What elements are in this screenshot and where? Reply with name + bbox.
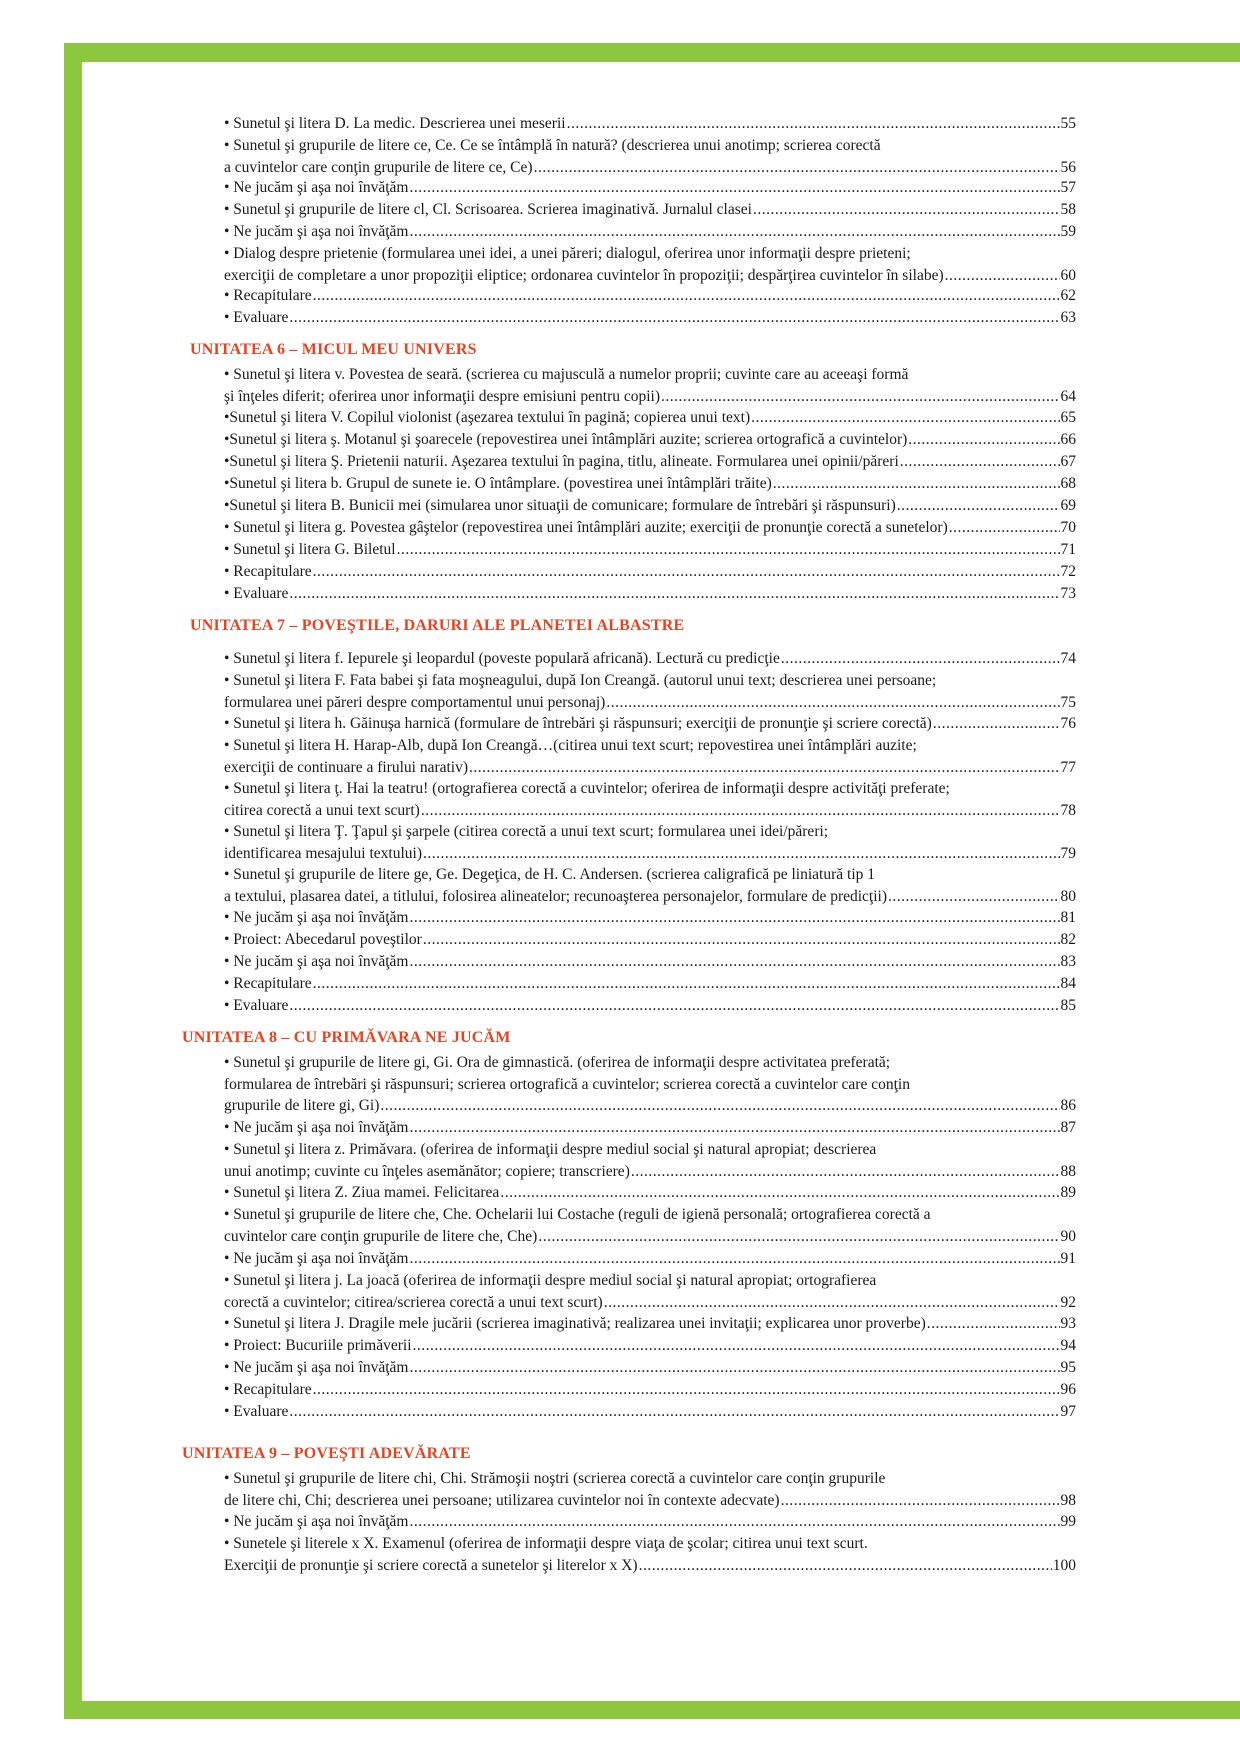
dot-leader <box>289 307 1059 329</box>
toc-entry-last-line <box>224 495 1076 517</box>
toc-entry-text-line: • Recapitulare <box>224 287 312 304</box>
toc-entry-last-line <box>224 1292 1076 1314</box>
dot-leader <box>423 929 1060 951</box>
toc-entry-last-line <box>224 386 1076 408</box>
dot-leader <box>410 177 1060 199</box>
toc-entry-last-line <box>224 843 1076 865</box>
toc-entry[interactable] <box>224 1401 1076 1423</box>
toc-entry-text-line: • Recapitulare <box>224 1381 312 1398</box>
toc-entry-text-line: • Sunetul şi grupurile de litere chi, Chi. Strămoşii noştri (scrierea corectă a cuvintelor care conţin grupurile <box>224 1470 886 1487</box>
toc-entry[interactable] <box>224 285 1076 307</box>
toc-entry-text-line: • Ne jucăm şi aşa noi învăţăm <box>224 1119 409 1136</box>
toc-entry-text-line: • Sunetul şi grupurile de litere gi, Gi. Ora de gimnastică. (oferirea de informaţii despre activitatea preferată; <box>224 1054 891 1071</box>
dot-leader <box>534 157 1060 179</box>
page-number: 73 <box>1060 585 1076 602</box>
toc-entry-text-line: • Evaluare <box>224 585 289 602</box>
toc-entry-last-line <box>224 407 1076 429</box>
toc-entry-last-line <box>224 1401 1076 1423</box>
toc-entry[interactable] <box>224 1248 1076 1270</box>
page-number: 95 <box>1060 1359 1076 1376</box>
toc-entry-text-line: • Ne jucăm şi aşa noi învăţăm <box>224 1359 409 1376</box>
toc-entry[interactable] <box>224 929 1076 951</box>
toc-entry[interactable] <box>224 995 1076 1017</box>
toc-entry-last-line <box>224 1555 1076 1577</box>
toc-entry-text-line: • Sunetul şi litera G. Biletul <box>224 541 396 558</box>
toc-entry-last-line <box>224 907 1076 929</box>
toc-entry-text-line: citirea corectă a unui text scurt) <box>224 801 420 819</box>
toc-entry-last-line <box>224 800 1076 822</box>
unit-heading: UNITATEA 9 – POVEŞTI ADEVĂRATE <box>182 1445 471 1462</box>
unit-heading: UNITATEA 8 – CU PRIMĂVARA NE JUCĂM <box>182 1029 511 1046</box>
toc-entry[interactable] <box>224 1357 1076 1379</box>
dot-leader <box>751 407 1059 429</box>
page-number: 68 <box>1060 475 1076 492</box>
toc-entry-text-line: formularea de întrebări şi răspunsuri; scrierea ortografică a cuvintelor; scrierea corectă a cuvintelor care conţin <box>224 1075 910 1093</box>
page-number: 91 <box>1060 1250 1076 1267</box>
toc-entry[interactable] <box>224 1139 1076 1182</box>
toc-entry-text-line: • Ne jucăm şi aşa noi învăţăm <box>224 179 409 196</box>
toc-entry[interactable] <box>224 583 1076 605</box>
dot-leader <box>397 539 1060 561</box>
toc-entry-last-line <box>224 199 1076 221</box>
toc-entry-text-line: •Sunetul şi litera B. Bunicii mei (simularea unor situaţii de comunicare; formulare de întrebări şi răspunsuri) <box>224 497 896 514</box>
toc-entry-text-line: • Sunetul şi litera Z. Ziua mamei. Felicitarea <box>224 1184 500 1201</box>
dot-leader <box>410 1357 1060 1379</box>
dot-leader <box>781 1490 1060 1512</box>
toc-entry[interactable] <box>224 451 1076 473</box>
page-number: 75 <box>1060 693 1076 711</box>
toc-entry[interactable] <box>224 951 1076 973</box>
page-number: 96 <box>1060 1381 1076 1398</box>
toc-entry-text-line: • Sunetul şi litera F. Fata babei şi fata moşneagului, după Ion Creangă. (autorul unui text; descrierea unei persoane; <box>224 672 937 689</box>
toc-entry-text-line: • Ne jucăm şi aşa noi învăţăm <box>224 953 409 970</box>
toc-entry-text-line: exerciţii de completare a unor propoziţii eliptice; ordonarea cuvintelor în propoziţii; despărţirea cuvintelor în silabe) <box>224 266 944 284</box>
dot-leader <box>410 1248 1060 1270</box>
toc-entry[interactable] <box>224 864 1076 907</box>
dot-leader <box>781 648 1060 670</box>
toc-entry[interactable] <box>224 221 1076 243</box>
toc-entry-last-line <box>224 1117 1076 1139</box>
toc-entry-text-line: a cuvintelor care conţin grupurile de litere ce, Ce) <box>224 158 533 176</box>
page-number: 55 <box>1060 115 1076 132</box>
page-number: 60 <box>1060 266 1076 284</box>
page-number: 99 <box>1060 1513 1076 1530</box>
toc-entry-last-line <box>224 1379 1076 1401</box>
toc-entry[interactable] <box>224 907 1076 929</box>
unit-heading: UNITATEA 6 – MICUL MEU UNIVERS <box>190 341 477 358</box>
toc-entry-text-line: unui anotimp; cuvinte cu înţeles asemănător; copiere; transcriere) <box>224 1162 630 1180</box>
toc-entry-text-line: cuvintelor care conţin grupurile de litere che, Che) <box>224 1227 538 1245</box>
toc-entry-last-line <box>224 307 1076 329</box>
page-number: 64 <box>1060 387 1076 405</box>
toc-entry-last-line <box>224 285 1076 307</box>
toc-entry[interactable] <box>224 973 1076 995</box>
page-number: 85 <box>1060 997 1076 1014</box>
dot-leader <box>421 800 1060 822</box>
dot-leader <box>410 907 1060 929</box>
toc-entry-last-line <box>224 539 1076 561</box>
dot-leader <box>900 451 1060 473</box>
toc-entry-last-line <box>224 1248 1076 1270</box>
toc-entry[interactable] <box>224 1379 1076 1401</box>
toc-entry-text-line: • Sunetul şi litera v. Povestea de seară. (scrierea cu majusculă a numelor proprii; cuvinte care au aceeaşi formă <box>224 366 909 383</box>
toc-entry-text-line: şi înţeles diferit; oferirea unor informaţii despre emisiuni pentru copii) <box>224 387 661 405</box>
toc-entry[interactable] <box>224 1533 1076 1576</box>
page-number: 69 <box>1060 497 1076 514</box>
page-number: 81 <box>1060 909 1076 926</box>
page-number: 94 <box>1060 1337 1076 1354</box>
toc-entry-text-line: • Sunetul şi litera h. Găinuşa harnică (formulare de întrebări şi răspunsuri; exerciţii de pronunţie şi scriere corectă) <box>224 715 932 732</box>
toc-entry-text-line: identificarea mesajului textului) <box>224 844 422 862</box>
toc-entry-text-line: • Evaluare <box>224 997 289 1014</box>
page-number: 98 <box>1060 1491 1076 1509</box>
page-number: 88 <box>1060 1162 1076 1180</box>
page-number: 86 <box>1060 1097 1076 1114</box>
page-number: 77 <box>1060 758 1076 776</box>
toc-entry[interactable] <box>224 778 1076 821</box>
page-number: 76 <box>1060 715 1076 732</box>
toc-entry-text-line: • Sunetul şi grupurile de litere ge, Ge. Degeţica, de H. C. Andersen. (scrierea caligrafică pe liniatură tip 1 <box>224 866 876 883</box>
dot-leader <box>289 1401 1059 1423</box>
toc-entry-text-line: • Ne jucăm şi aşa noi învăţăm <box>224 909 409 926</box>
toc-entry-text-line: de litere chi, Chi; descrierea unei persoane; utilizarea cuvintelor noi în contexte adecvate) <box>224 1491 780 1509</box>
toc-entry-last-line <box>224 1511 1076 1533</box>
toc-entry-last-line <box>224 157 1076 179</box>
toc-entry-last-line <box>224 113 1076 135</box>
toc-entry[interactable] <box>224 364 1076 407</box>
toc-entry-text-line: • Sunetul şi litera j. La joacă (oferirea de informaţii despre mediul social şi natural apropiat; ortografierea <box>224 1272 877 1289</box>
toc-entry-text-line: • Sunetul şi litera z. Primăvara. (oferirea de informaţii despre mediul social şi natural apropiat; descrierea <box>224 1141 877 1158</box>
toc-entry-text-line: • Sunetul şi litera ţ. Hai la teatru! (ortografierea corectă a cuvintelor; oferirea de informaţii despre activităţi preferate; <box>224 780 950 797</box>
toc-entry-last-line <box>224 1313 1076 1335</box>
page-number: 93 <box>1060 1315 1076 1332</box>
toc-entry-last-line <box>224 757 1076 779</box>
dot-leader <box>639 1555 1052 1577</box>
dot-leader <box>469 757 1059 779</box>
toc-entry-last-line <box>224 1095 1076 1117</box>
toc-entry[interactable] <box>224 1313 1076 1335</box>
dot-leader <box>949 517 1060 539</box>
toc-entry-text-line: • Sunetul şi litera H. Harap-Alb, după Ion Creangă…(citirea unui text scurt; repovestirea unei întâmplări auzite; <box>224 737 917 754</box>
toc-entry-last-line <box>224 713 1076 735</box>
dot-leader <box>567 113 1060 135</box>
dot-leader <box>410 951 1060 973</box>
page-number: 70 <box>1060 519 1076 536</box>
page-number: 78 <box>1060 801 1076 819</box>
toc-entry[interactable] <box>224 1335 1076 1357</box>
dot-leader <box>604 1292 1060 1314</box>
page-number: 59 <box>1060 223 1076 240</box>
toc-entry-text-line: •Sunetul şi litera V. Copilul violonist (aşezarea textului în pagină; copierea unui text) <box>224 409 751 426</box>
dot-leader <box>313 561 1060 583</box>
toc-entry-text-line: • Sunetul şi litera Ţ. Ţapul şi şarpele (citirea corectă a unui text scurt; formularea unei idei/păreri; <box>224 823 829 840</box>
dot-leader <box>313 973 1060 995</box>
dot-leader <box>410 221 1060 243</box>
dot-leader <box>606 692 1059 714</box>
toc-entry-text-line: • Sunetul şi grupurile de litere che, Che. Ochelarii lui Costache (reguli de igienă personală; ortografierea corectă a <box>224 1206 931 1223</box>
toc-entry[interactable] <box>224 429 1076 451</box>
dot-leader <box>888 886 1059 908</box>
toc-entry-last-line <box>224 177 1076 199</box>
page-number: 66 <box>1060 431 1076 448</box>
page-number: 92 <box>1060 1293 1076 1311</box>
toc-entry-text-line: • Evaluare <box>224 309 289 326</box>
toc-entry-last-line <box>224 583 1076 605</box>
toc-entry-text-line: • Proiect: Abecedarul poveştilor <box>224 931 422 948</box>
toc-entry[interactable] <box>224 821 1076 864</box>
toc-entry-text-line: • Sunetul şi litera D. La medic. Descrierea unei meserii <box>224 115 566 132</box>
unit-heading: UNITATEA 7 – POVEŞTILE, DARURI ALE PLANETEI ALBASTRE <box>190 617 685 634</box>
toc-entry-text-line: formularea unei păreri despre comportamentul unui personaj) <box>224 693 606 711</box>
dot-leader <box>410 1511 1060 1533</box>
dot-leader <box>927 1313 1060 1335</box>
dot-leader <box>410 1117 1060 1139</box>
toc-entry-text-line: exerciţii de continuare a firului narativ) <box>224 758 469 776</box>
dot-leader <box>289 583 1059 605</box>
toc-entry-text-line: • Dialog despre prietenie (formularea unei idei, a unei păreri; dialogul, oferirea unor informaţii despre prieteni; <box>224 245 911 262</box>
toc-entry[interactable] <box>224 495 1076 517</box>
toc-entry-last-line <box>224 1490 1076 1512</box>
toc-entry-last-line <box>224 451 1076 473</box>
toc-entry-text-line: • Recapitulare <box>224 975 312 992</box>
toc-entry-text-line: • Ne jucăm şi aşa noi învăţăm <box>224 1513 409 1530</box>
toc-entry-text-line: • Sunetul şi litera f. Iepurele şi leopardul (poveste populară africană). Lectură cu predicţie <box>224 650 780 667</box>
dot-leader <box>380 1095 1059 1117</box>
page-number: 58 <box>1060 201 1076 218</box>
toc-entry[interactable] <box>224 135 1076 178</box>
toc-entry-last-line <box>224 1226 1076 1248</box>
toc-entry-last-line <box>224 429 1076 451</box>
toc-entry-text-line: corectă a cuvintelor; citirea/scrierea corectă a unui text scurt) <box>224 1293 603 1311</box>
toc-entry-text-line: • Proiect: Bucuriile primăverii <box>224 1337 412 1354</box>
page-number: 83 <box>1060 953 1076 970</box>
page-number: 97 <box>1060 1403 1076 1420</box>
toc-entry[interactable] <box>224 735 1076 778</box>
page-number: 72 <box>1060 563 1076 580</box>
page-number: 79 <box>1060 844 1076 862</box>
toc-entry-last-line <box>224 221 1076 243</box>
toc-entry[interactable] <box>224 648 1076 670</box>
toc-entry-text-line: grupurile de litere gi, Gi) <box>224 1097 380 1114</box>
dot-leader <box>313 1379 1060 1401</box>
toc-entry-last-line <box>224 648 1076 670</box>
toc-entry-text-line: • Sunetul şi litera g. Povestea gâştelor (repovestirea unei întâmplări auzite; exerciţii de pronunţie corectă a sunetelor) <box>224 519 948 536</box>
toc-entry-text-line: • Sunetul şi grupurile de litere ce, Ce. Ce se întâmplă în natură? (descrierea unui anotimp; scrierea corectă <box>224 137 881 154</box>
dot-leader <box>933 713 1060 735</box>
toc-entry-text-line: • Recapitulare <box>224 563 312 580</box>
dot-leader <box>908 429 1059 451</box>
dot-leader <box>413 1335 1060 1357</box>
page-number: 89 <box>1060 1184 1076 1201</box>
toc-entry-text-line: • Sunetul şi litera J. Dragile mele jucării (scrierea imaginativă; realizarea unei invitaţii; explicarea unor proverbe) <box>224 1315 926 1332</box>
toc-entry-last-line <box>224 995 1076 1017</box>
page-number: 56 <box>1060 158 1076 176</box>
toc-entry[interactable] <box>224 177 1076 199</box>
toc-entry-text-line: a textului, plasarea datei, a titlului, folosirea alineatelor; recunoaşterea personajelor, formulare de predicţii) <box>224 887 888 905</box>
dot-leader <box>313 285 1060 307</box>
toc-entry[interactable] <box>224 307 1076 329</box>
toc-entry[interactable] <box>224 1204 1076 1247</box>
toc-entry-last-line <box>224 973 1076 995</box>
toc-entry[interactable] <box>224 670 1076 713</box>
toc-entry-text-line: •Sunetul şi litera ş. Motanul şi şoarecele (repovestirea unei întâmplări auzite; scrierea ortografică a cuvintelor) <box>224 431 908 448</box>
page-number: 80 <box>1060 887 1076 905</box>
page-number: 62 <box>1060 287 1076 304</box>
page-number: 63 <box>1060 309 1076 326</box>
toc-entry[interactable] <box>224 1270 1076 1313</box>
toc-entry-last-line <box>224 473 1076 495</box>
page-number: 57 <box>1060 179 1076 196</box>
page-number: 82 <box>1060 931 1076 948</box>
dot-leader <box>897 495 1060 517</box>
toc-entry[interactable] <box>224 539 1076 561</box>
toc-entry[interactable] <box>224 517 1076 539</box>
toc-entry[interactable] <box>224 113 1076 135</box>
toc-entry-text-line: Exerciţii de pronunţie şi scriere corectă a sunetelor şi literelor x X) <box>224 1556 638 1574</box>
dot-leader <box>423 843 1060 865</box>
dot-leader <box>945 265 1060 287</box>
toc-entry[interactable] <box>224 1117 1076 1139</box>
toc-entry-last-line <box>224 886 1076 908</box>
page-number: 90 <box>1060 1227 1076 1245</box>
toc-entry-last-line <box>224 1357 1076 1379</box>
toc-entry-last-line <box>224 951 1076 973</box>
toc-entry-last-line <box>224 692 1076 714</box>
page-number: 100 <box>1052 1556 1076 1574</box>
toc-entry-last-line <box>224 265 1076 287</box>
dot-leader <box>500 1182 1059 1204</box>
toc-entry[interactable] <box>224 243 1076 286</box>
toc-entry-text-line: • Ne jucăm şi aşa noi învăţăm <box>224 223 409 240</box>
toc-entry-last-line <box>224 561 1076 583</box>
dot-leader <box>773 473 1060 495</box>
dot-leader <box>631 1161 1060 1183</box>
toc-entry[interactable] <box>224 407 1076 429</box>
toc-entry-text-line: •Sunetul şi litera Ş. Prietenii naturii. Aşezarea textului în pagina, titlu, alineate. Formularea unei opinii/păreri <box>224 453 899 470</box>
page-number: 84 <box>1060 975 1076 992</box>
toc-entry[interactable] <box>224 561 1076 583</box>
toc-entry[interactable] <box>224 1182 1076 1204</box>
page-number: 67 <box>1060 453 1076 470</box>
toc-entry-last-line <box>224 517 1076 539</box>
dot-leader <box>753 199 1060 221</box>
toc-entry-last-line <box>224 929 1076 951</box>
page-number: 65 <box>1060 409 1076 426</box>
page-number: 87 <box>1060 1119 1076 1136</box>
toc-entry[interactable] <box>224 1511 1076 1533</box>
toc-entry-text-line: • Evaluare <box>224 1403 289 1420</box>
dot-leader <box>538 1226 1059 1248</box>
toc-entry-text-line: • Ne jucăm şi aşa noi învăţăm <box>224 1250 409 1267</box>
toc-entry[interactable] <box>224 199 1076 221</box>
toc-entry-text-line: •Sunetul şi litera b. Grupul de sunete ie. O întâmplare. (povestirea unei întâmplări trăite) <box>224 475 772 492</box>
toc-entry-last-line <box>224 1182 1076 1204</box>
toc-entry[interactable] <box>224 1468 1076 1511</box>
toc-entry-text-line: • Sunetul şi grupurile de litere cl, Cl. Scrisoarea. Scrierea imaginativă. Jurnalul clasei <box>224 201 752 218</box>
page-number: 71 <box>1060 541 1076 558</box>
page-number: 74 <box>1060 650 1076 667</box>
toc-entry[interactable] <box>224 713 1076 735</box>
dot-leader <box>661 386 1059 408</box>
toc-entry-last-line <box>224 1335 1076 1357</box>
toc-entry[interactable] <box>224 1052 1076 1117</box>
toc-entry-text-line: • Sunetele şi literele x X. Examenul (oferirea de informaţii despre viaţa de şcolar; citirea unui text scurt. <box>224 1535 868 1552</box>
toc-entry-last-line <box>224 1161 1076 1183</box>
toc-entry[interactable] <box>224 473 1076 495</box>
dot-leader <box>289 995 1059 1017</box>
